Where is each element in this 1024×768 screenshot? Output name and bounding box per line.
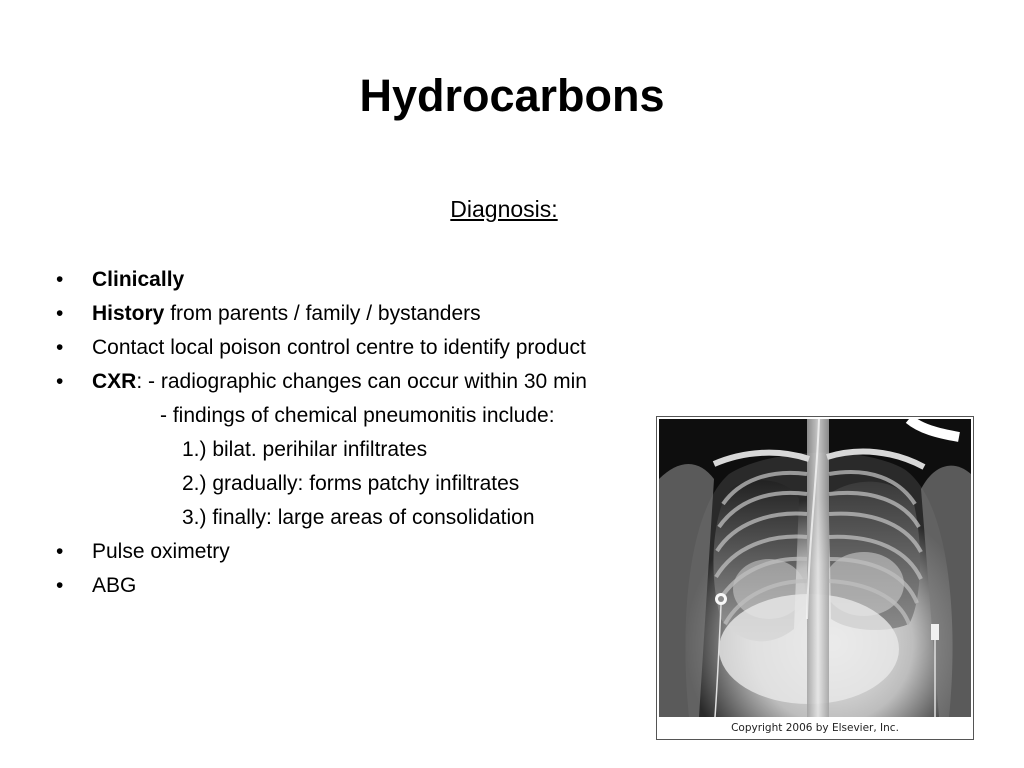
section-heading: Diagnosis: — [450, 196, 558, 222]
list-item — [56, 535, 716, 569]
list-item-text — [92, 263, 184, 297]
list-item — [56, 331, 716, 365]
list-item-text — [92, 365, 587, 399]
list-item-text: Pulse oximetry — [92, 540, 230, 563]
list-item — [56, 263, 716, 297]
numbered-item-text: 2.) gradually: forms patchy infiltrates — [182, 472, 520, 495]
bold-term: Clinically — [92, 268, 185, 291]
chest-xray-image — [659, 419, 971, 717]
bullet-marker: • — [56, 574, 64, 597]
bold-term: CXR — [92, 370, 137, 393]
list-item — [56, 569, 716, 603]
slide-title: Hydrocarbons — [359, 70, 665, 121]
figure-caption: Copyright 2006 by Elsevier, Inc. — [731, 722, 899, 734]
bullet-marker: • — [56, 540, 64, 563]
bullet-marker: • — [56, 302, 64, 325]
sub-list-item — [56, 399, 716, 433]
bullet-marker: • — [56, 336, 64, 359]
numbered-item-text: 3.) finally: large areas of consolidation — [182, 506, 535, 529]
list-item — [56, 365, 716, 399]
list-item-text — [92, 331, 586, 365]
list-item-text — [92, 297, 481, 331]
numbered-item — [56, 467, 716, 501]
item-text: from parents / family / bystanders — [164, 302, 481, 325]
cxr-findings-line: - findings of chemical pneumonitis include: — [160, 404, 555, 427]
item-text: Contact local poison control centre to identify product — [92, 336, 586, 359]
bullet-marker: • — [56, 370, 64, 393]
bullet-list — [56, 263, 716, 603]
bold-term: History — [92, 302, 165, 325]
item-text: : - radiographic changes can occur within 30 min — [136, 370, 587, 393]
chest-xray-figure — [656, 416, 974, 740]
bullet-marker: • — [56, 268, 64, 291]
numbered-item — [56, 501, 716, 535]
numbered-item-text: 1.) bilat. perihilar infiltrates — [182, 438, 428, 461]
numbered-item — [56, 433, 716, 467]
list-item — [56, 297, 716, 331]
list-item-text: ABG — [92, 574, 137, 597]
